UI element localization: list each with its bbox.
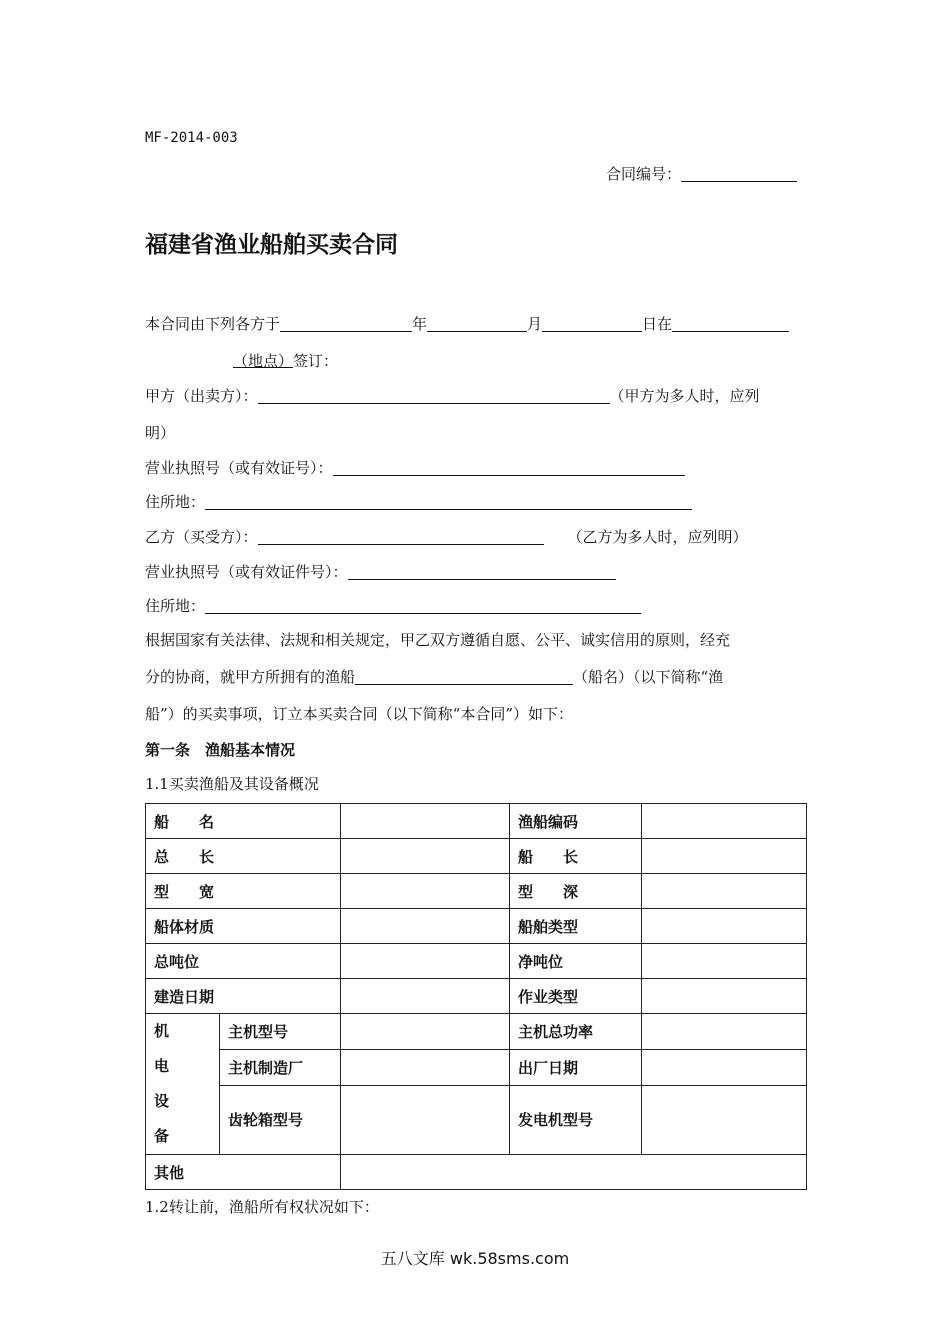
party-a-note-cont: 明） [145,424,176,442]
table-cell: 出厂日期 [510,1049,642,1085]
contract-number-blank [681,165,797,182]
table-cell [642,1014,807,1050]
party-a-label: 甲方（出卖方）： [145,387,258,405]
party-a-license-line [145,457,685,478]
table-cell [341,944,510,979]
place-blank [672,315,789,332]
document-code: MF-2014-003 [145,130,238,146]
table-row [146,979,807,1014]
table-cell [642,909,807,944]
table-row [146,1085,807,1155]
table-cell: 总吨位 [146,944,341,979]
party-a-address-line [145,491,692,512]
equipment-char: 备 [154,1127,170,1145]
year-label: 年 [412,315,428,333]
party-b-address-label: 住所地： [145,597,206,615]
party-b-address-blank [205,597,641,614]
date-blank [280,315,412,332]
basis-line-3: 船”）的买卖事项，订立本买卖合同（以下简称“本合同”）如下： [145,705,574,723]
table-row [146,1049,807,1085]
table-cell: 主机制造厂 [220,1049,341,1085]
table-cell: 船 名 [146,804,341,839]
table-row [146,1014,807,1050]
footer-watermark: 五八文库 wk.58sms.com [380,1249,570,1268]
table-cell [642,874,807,909]
party-a-blank [258,387,610,404]
place-line [145,350,338,371]
table-cell [341,1014,510,1050]
party-b-label: 乙方（买受方）： [145,528,258,546]
party-b-license-blank [348,563,616,580]
table-cell [341,979,510,1014]
table-cell [341,1049,510,1085]
party-b-license-label: 营业执照号（或有效证件号）： [145,563,348,581]
party-a-license-blank [333,459,685,476]
equipment-char: 机 [154,1022,170,1040]
party-b-license-line [145,561,616,582]
table-cell [642,944,807,979]
table-cell: 作业类型 [510,979,642,1014]
table-cell: 主机总功率 [510,1014,642,1050]
table-row [146,909,807,944]
year-blank [427,315,527,332]
day-label: 日在 [642,315,673,333]
table-cell: 船舶类型 [510,909,642,944]
intro-line [145,313,789,334]
table-cell [642,979,807,1014]
contract-number [606,163,797,184]
party-a-line [145,385,760,406]
party-b-blank [258,528,544,545]
table-row [146,1155,807,1190]
party-b-note: （乙方为多人时，应列明） [567,528,748,546]
table-cell: 总 长 [146,839,341,874]
table-cell: 渔船编码 [510,804,642,839]
page-title: 福建省渔业船舶买卖合同 [145,232,398,258]
section-1-2: 1.2转让前，渔船所有权状况如下： [145,1198,379,1216]
party-a-note: （甲方为多人时，应列 [609,387,760,405]
table-cell: 型 宽 [146,874,341,909]
section-1-1: 1.1买卖渔船及其设备概况 [145,775,319,793]
place-field [145,352,293,370]
basis-line-1: 根据国家有关法律、法规和相关规定，甲乙双方遵循自愿、公平、诚实信用的原则，经充 [145,631,731,649]
equipment-char: 设 [154,1092,170,1110]
table-row [146,944,807,979]
table-cell: 型 深 [510,874,642,909]
ship-spec-table [145,803,807,1190]
month-label: 月 [527,315,543,333]
table-cell: 其他 [146,1155,341,1190]
table-cell: 船 长 [510,839,642,874]
table-row [146,804,807,839]
basis-text-b: （船名）（以下简称“渔 [573,668,724,686]
intro-text: 本合同由下列各方于 [145,315,281,333]
ship-name-blank [355,668,573,685]
table-cell [341,804,510,839]
contract-number-label: 合同编号： [606,165,682,183]
table-cell: 建造日期 [146,979,341,1014]
signed-label: 签订： [293,352,339,370]
place-label: （地点） [233,352,294,370]
month-blank [542,315,642,332]
table-cell: 发电机型号 [510,1085,642,1155]
table-row [146,874,807,909]
article-1-heading: 第一条 渔船基本情况 [145,741,296,759]
equipment-char: 电 [154,1057,170,1075]
basis-text-a: 分的协商，就甲方所拥有的渔船 [145,668,356,686]
table-cell [341,874,510,909]
party-a-address-blank [205,493,692,510]
table-cell [642,804,807,839]
table-cell: 净吨位 [510,944,642,979]
table-cell [341,839,510,874]
basis-line-2 [145,666,723,687]
table-cell [341,1085,510,1155]
table-cell [642,839,807,874]
party-a-license-label: 营业执照号（或有效证号）： [145,459,333,477]
table-cell [341,1155,807,1190]
party-b-line [145,526,748,547]
table-cell [642,1085,807,1155]
table-cell: 齿轮箱型号 [220,1085,341,1155]
party-b-address-line [145,595,641,616]
table-cell [642,1049,807,1085]
party-a-address-label: 住所地： [145,493,206,511]
table-cell [341,909,510,944]
equipment-cell [146,1014,220,1155]
table-row [146,839,807,874]
table-cell: 船体材质 [146,909,341,944]
table-cell: 主机型号 [220,1014,341,1050]
